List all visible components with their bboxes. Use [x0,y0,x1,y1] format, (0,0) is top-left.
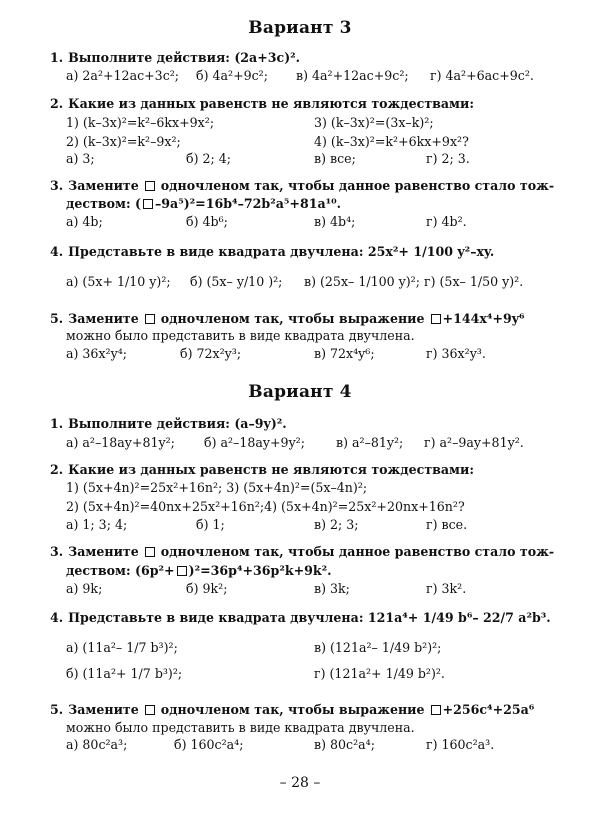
v3-q5-option-d: г) 36x²y³. [426,346,486,361]
v4-q5-number: 5. [50,702,64,717]
v3-q1-option-a: а) 2a²+12ac+3c²; [66,68,180,83]
v4-q3-line2-a: деством: (6p²+ [66,563,175,578]
v3-q3 [50,178,554,194]
v3-q2 [50,96,474,112]
v3-q1-number: 1. [50,50,64,65]
v4-q5-option-a: а) 80c²a³; [66,737,128,752]
v3-q4-option-b: б) (5x– y/10 )²; [190,274,283,289]
v3-q5-text-b: одночленом так, чтобы выражение [160,311,425,326]
v3-q3-box [145,181,155,191]
v3-q4-text: Представьте в виде квадрата двучлена: 25x²+ 1/100 y²–xy. [68,244,495,259]
v4-q2-eq2: 2) (5x+4n)²=40nx+25x²+16n²;4) (5x+4n)²=25x²+20nx+16n²? [66,499,465,514]
page-number: – 28 – [279,775,321,791]
v4-q3-text-a: Замените [68,544,139,559]
v3-q4-option-a: а) (5x+ 1/10 y)²; [66,274,171,289]
v3-q3-text-a: Замените [68,178,139,193]
v4-q4-option-a: а) (11a²– 1/7 b³)²; [66,640,178,655]
v4-q4 [50,610,551,626]
variant-3-title: Вариант 3 [248,18,352,38]
v4-q2-option-b: б) 1; [196,517,225,532]
v3-q4-number: 4. [50,244,64,259]
v4-q5-box [145,705,155,715]
v4-q3-text-b: одночленом так, чтобы данное равенство стало тож- [160,544,555,559]
v3-q2-eq2: 2) (k–3x)²=k²–9x²; [66,134,181,149]
v3-q1-option-b: б) 4a²+9c²; [196,68,268,83]
v3-q2-eq1: 1) (k–3x)²=k²–6kx+9x²; [66,115,215,130]
v3-q3-option-c: в) 4b⁴; [314,214,356,229]
v4-q1-option-a: а) a²–18ay+81y²; [66,435,175,450]
v3-q1-option-d: г) 4a²+6ac+9c². [430,68,534,83]
v4-q1-option-b: б) a²–18ay+9y²; [204,435,305,450]
v4-q5-option-c: в) 80c²a⁴; [314,737,375,752]
v4-q3-option-b: б) 9k²; [186,581,228,596]
v4-q1-text: Выполните действия: (a–9y)². [68,416,287,431]
v4-q2-option-d: г) все. [426,517,468,532]
v4-q1-number: 1. [50,416,64,431]
variant-4-title: Вариант 4 [248,382,352,402]
v3-q5-number: 5. [50,311,64,326]
v3-q5-option-b: б) 72x²y³; [180,346,242,361]
v3-q2-text: Какие из данных равенств не являются тождествами: [68,96,474,111]
v3-q1-option-c: в) 4a²+12ac+9c²; [296,68,409,83]
v4-q3-box-2 [177,566,187,576]
v3-q1-text: Выполните действия: (2a+3c)². [68,50,301,65]
v3-q5-box [145,314,155,324]
v4-q2-option-a: а) 1; 3; 4; [66,517,128,532]
v4-q2-eq1: 1) (5x+4n)²=25x²+16n²; 3) (5x+4n)²=(5x–4n)²; [66,480,368,495]
v3-q2-option-c: в) все; [314,151,356,166]
v3-q2-eq3: 3) (k–3x)²=(3x–k)²; [314,115,434,130]
v3-q3-line2-a: деством: ( [66,196,141,211]
v4-q5-option-d: г) 160c²a³. [426,737,495,752]
v4-q3 [50,544,554,560]
v4-q1-option-c: в) a²–81y²; [336,435,404,450]
v4-q4-option-b: б) (11a²+ 1/7 b³)²; [66,666,183,681]
v3-q5-text-a: Замените [68,311,139,326]
v3-q2-option-b: б) 2; 4; [186,151,232,166]
v3-q3-line2 [66,196,341,212]
v4-q2-number: 2. [50,462,64,477]
v3-q3-number: 3. [50,178,64,193]
v3-q2-number: 2. [50,96,64,111]
v3-q2-option-d: г) 2; 3. [426,151,470,166]
v4-q3-option-d: г) 3k². [426,581,467,596]
v4-q4-number: 4. [50,610,64,625]
v3-q3-box-2 [143,199,153,209]
v4-q4-option-c: в) (121a²– 1/49 b²)²; [314,640,442,655]
v4-q3-number: 3. [50,544,64,559]
v3-q2-eq4: 4) (k–3x)²=k²+6kx+9x²? [314,134,469,149]
v4-q5-text-b: одночленом так, чтобы выражение [160,702,425,717]
v4-q5-line2: можно было представить в виде квадрата двучлена. [66,720,415,735]
v3-q5-line2: можно было представить в виде квадрата двучлена. [66,328,415,343]
v3-q4-option-d: г) (5x– 1/50 y)². [424,274,524,289]
v4-q1 [50,416,287,432]
v3-q3-option-d: г) 4b². [426,214,467,229]
v3-q5-text-c: +144x⁴+9y⁶ [442,311,525,326]
v3-q1 [50,50,300,66]
v3-q4-option-c: в) (25x– 1/100 y)²; [304,274,420,289]
v4-q5-text-a: Замените [68,702,139,717]
v4-q2 [50,462,474,478]
v4-q5 [50,702,534,718]
v4-q3-line2-b: )²=36p⁴+36p²k+9k². [188,563,332,578]
v3-q3-line2-b: –9a⁵)²=16b⁴–72b²a⁵+81a¹⁰. [154,196,342,211]
v4-q4-option-d: г) (121a²+ 1/49 b²)². [314,666,445,681]
v4-q5-box-2 [431,705,441,715]
v3-q4 [50,244,494,260]
v4-q2-text: Какие из данных равенств не являются тождествами: [68,462,474,477]
v4-q3-box [145,547,155,557]
v3-q3-option-b: б) 4b⁶; [186,214,228,229]
v3-q2-option-a: а) 3; [66,151,95,166]
v3-q5-box-2 [431,314,441,324]
v3-q5-option-c: в) 72x⁴y⁶; [314,346,375,361]
v3-q3-option-a: а) 4b; [66,214,103,229]
v4-q4-text: Представьте в виде квадрата двучлена: 121a⁴+ 1/49 b⁶– 22/7 a²b³. [68,610,551,625]
v4-q5-text-c: +256c⁴+25a⁶ [442,702,535,717]
v4-q5-option-b: б) 160c²a⁴; [174,737,244,752]
v4-q2-option-c: в) 2; 3; [314,517,359,532]
v3-q5 [50,311,525,327]
v3-q3-text-b: одночленом так, чтобы данное равенство стало тож- [160,178,555,193]
v4-q1-option-d: г) a²–9ay+81y². [424,435,524,450]
v4-q3-option-a: а) 9k; [66,581,103,596]
v4-q3-option-c: в) 3k; [314,581,350,596]
v3-q5-option-a: а) 36x²y⁴; [66,346,128,361]
v4-q3-line2 [66,563,332,579]
